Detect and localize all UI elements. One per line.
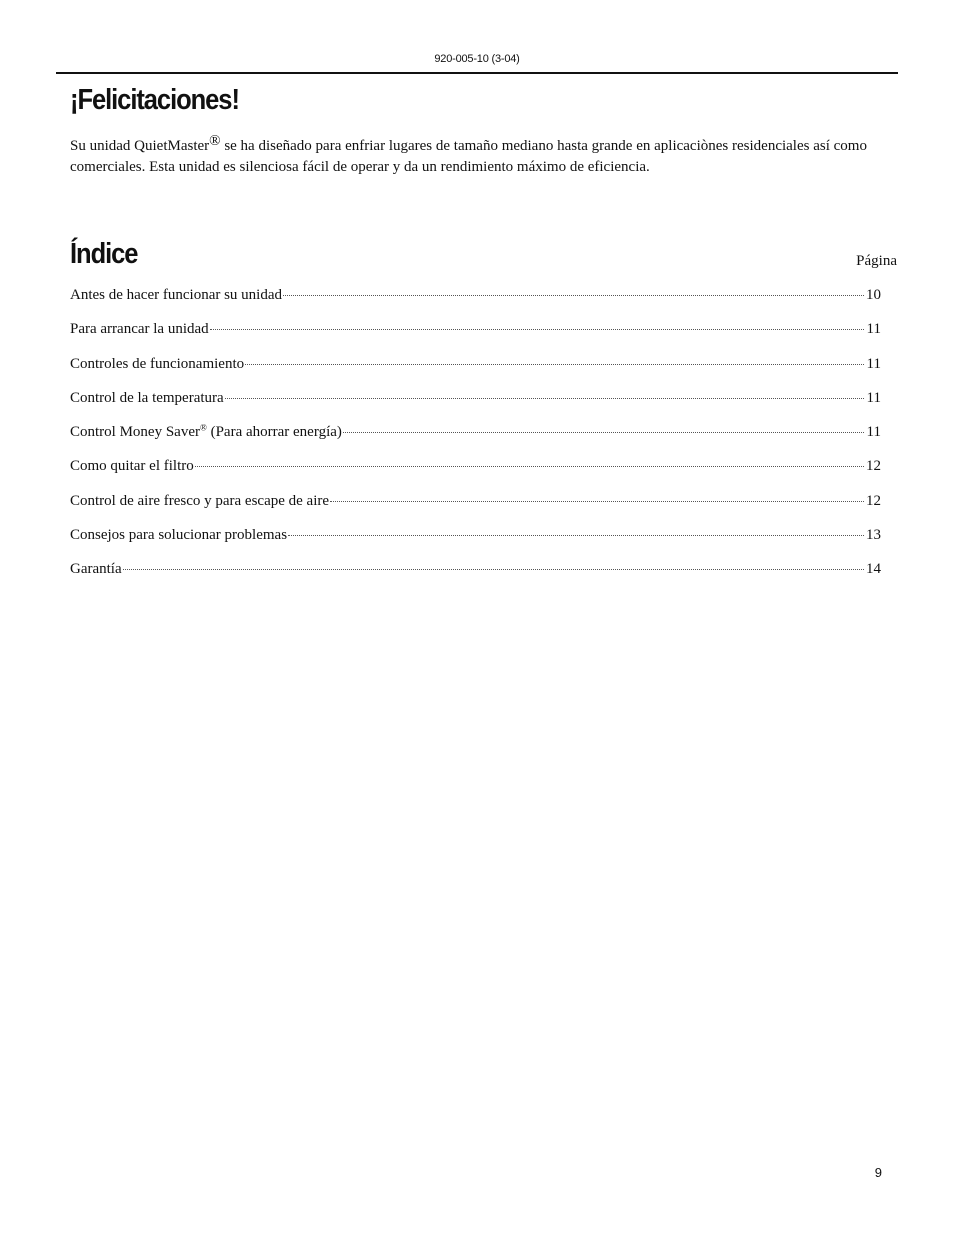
toc-entry[interactable] bbox=[70, 321, 881, 355]
intro-text-rest: se ha diseñado para enfriar lugares de tamaño mediano hasta grande en aplicaciònes residenciales así como comerciales. Esta unidad es silenciosa fácil de operar y da un rendimiento máximo de eficiencia. bbox=[70, 138, 867, 175]
toc-entry-page: 10 bbox=[866, 287, 881, 303]
toc-entry[interactable] bbox=[70, 356, 881, 390]
toc-entry-page: 11 bbox=[866, 321, 881, 338]
toc-entry[interactable] bbox=[70, 390, 881, 424]
toc-entry-title: Como quitar el filtro bbox=[70, 458, 194, 475]
header-divider bbox=[56, 72, 898, 74]
toc-entry[interactable] bbox=[70, 287, 881, 321]
toc-entry-label bbox=[70, 390, 224, 407]
toc-entry-title: Garantía bbox=[70, 561, 122, 578]
toc-entry-page: 11 bbox=[866, 424, 881, 441]
toc-entry-title: Control Money Saver bbox=[70, 424, 200, 441]
toc-entry-page: 12 bbox=[866, 492, 881, 509]
table-of-contents bbox=[70, 287, 881, 596]
page-number: 9 bbox=[874, 1165, 882, 1180]
toc-entry-label bbox=[70, 356, 244, 373]
congratulations-heading: ¡Felicitaciones! bbox=[70, 84, 239, 116]
toc-entry-mark: ® bbox=[199, 422, 207, 433]
toc-entry-title: Control de aire fresco y para escape de aire bbox=[70, 492, 330, 509]
toc-entry[interactable] bbox=[70, 527, 881, 561]
toc-entry-title: Antes de hacer funcionar su unidad bbox=[70, 287, 283, 303]
toc-entry-page: 11 bbox=[866, 355, 881, 372]
toc-entry-page: 12 bbox=[866, 458, 881, 475]
dot-leader bbox=[123, 569, 864, 570]
index-heading: Índice bbox=[70, 238, 138, 270]
toc-entry-title: Control de la temperatura bbox=[70, 389, 224, 406]
toc-entry-label bbox=[70, 493, 329, 510]
toc-entry-subtitle: (Para ahorrar energía) bbox=[206, 424, 342, 441]
dot-leader bbox=[195, 466, 864, 467]
toc-entry-label bbox=[70, 561, 122, 578]
intro-paragraph bbox=[70, 132, 892, 178]
dot-leader bbox=[225, 398, 864, 399]
toc-entry-page: 13 bbox=[866, 527, 881, 544]
toc-entry[interactable] bbox=[70, 424, 881, 458]
toc-entry-title: Para arrancar la unidad bbox=[70, 321, 209, 338]
dot-leader bbox=[283, 295, 864, 296]
toc-entry-page: 11 bbox=[866, 389, 881, 406]
toc-entry-label bbox=[70, 287, 282, 304]
toc-entry-label bbox=[70, 527, 287, 544]
dot-leader bbox=[330, 501, 864, 502]
registered-mark: ® bbox=[209, 132, 221, 149]
dot-leader bbox=[210, 329, 864, 330]
toc-entry[interactable] bbox=[70, 458, 881, 492]
dot-leader bbox=[245, 364, 864, 365]
page-column-label: Página bbox=[856, 253, 897, 269]
document-code: 920-005-10 (3-04) bbox=[434, 53, 520, 65]
toc-entry-title: Consejos para solucionar problemas bbox=[70, 527, 288, 544]
toc-entry-label bbox=[70, 321, 209, 338]
toc-entry-label bbox=[70, 424, 342, 441]
toc-entry[interactable] bbox=[70, 561, 881, 595]
toc-entry[interactable] bbox=[70, 493, 881, 527]
toc-entry-page: 14 bbox=[866, 561, 881, 578]
dot-leader bbox=[343, 432, 864, 433]
toc-entry-title: Controles de funcionamiento bbox=[70, 355, 245, 372]
toc-entry-label bbox=[70, 458, 194, 475]
dot-leader bbox=[288, 535, 864, 536]
intro-text-start: Su unidad QuietMaster bbox=[70, 138, 210, 154]
